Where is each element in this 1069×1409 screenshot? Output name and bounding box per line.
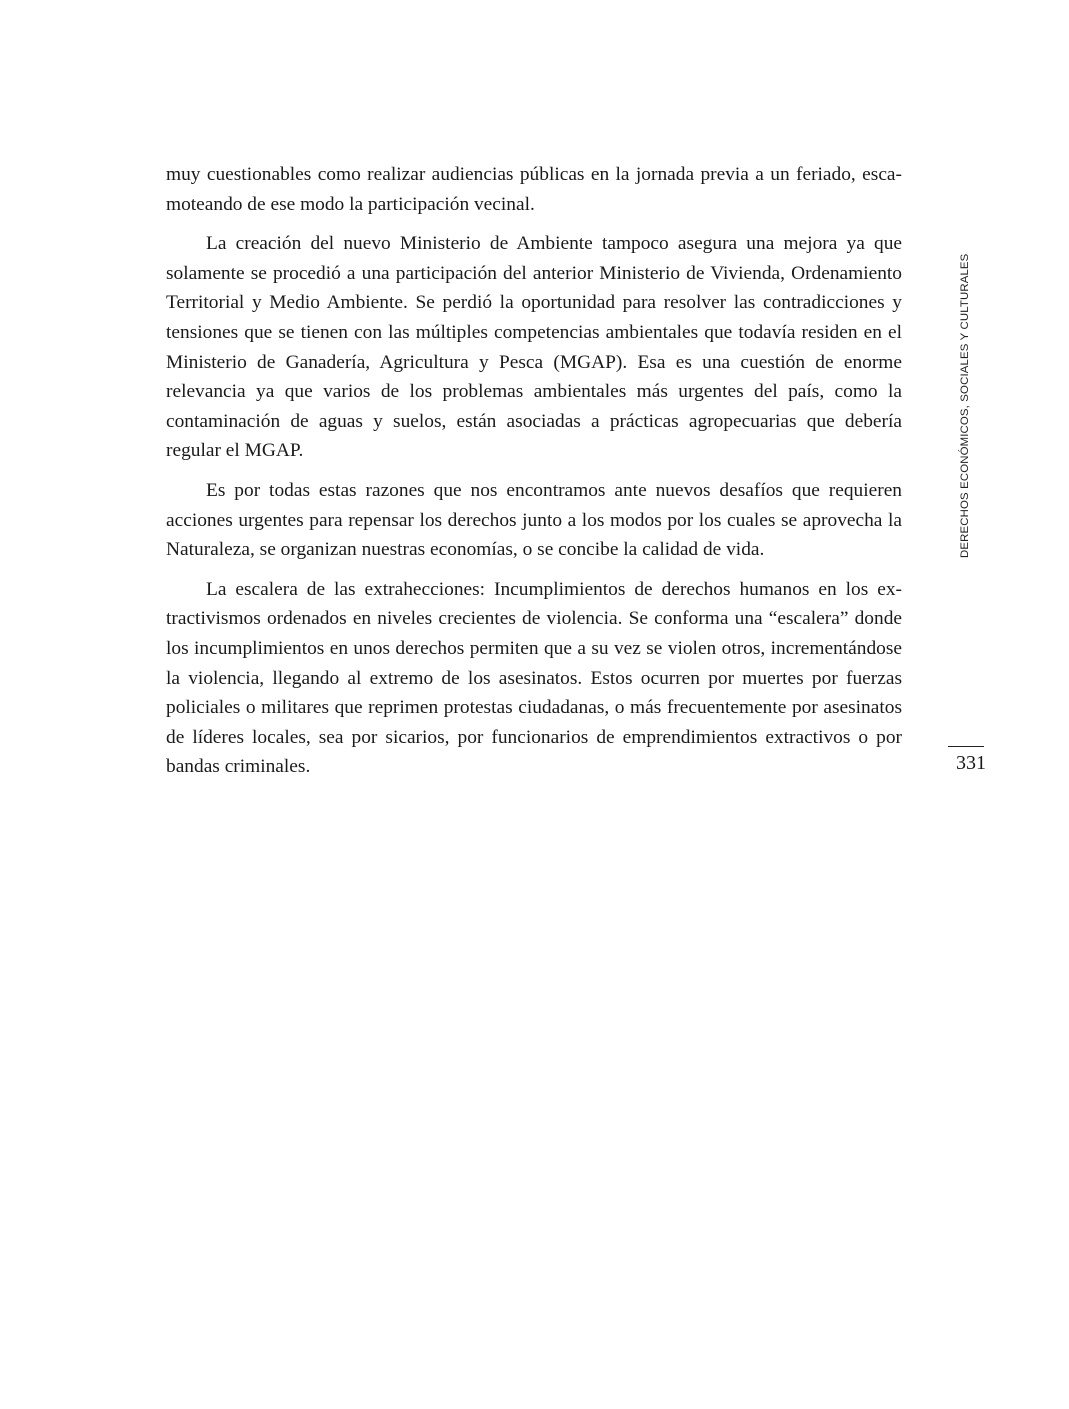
page-number: 331 bbox=[956, 752, 986, 774]
body-text bbox=[166, 160, 902, 792]
page-number-rule bbox=[948, 746, 984, 747]
running-head: DERECHOS ECONÓMICOS, SOCIALES Y CULTURALES bbox=[959, 253, 971, 559]
paragraph-ministerio-ambiente: La creación del nuevo Ministerio de Ambiente tampoco asegura una mejora ya que solamente se procedió a una participación del anterior Ministerio de Vivienda, Ordenamiento Territorial y Medio Ambiente. Se perdió la oportunidad para resolver las contradicciones y tensiones que se tienen con las múltiples competencias ambientales que todavía residen en el Ministerio de Ganadería, Agricultura y Pesca (MGAP). Esa es una cuestión de enorme relevancia ya que varios de los problemas ambientales más urgentes del país, como la contaminación de aguas y suelos, están asociadas a prácticas agropecuarias que debería regular el MGAP. bbox=[166, 233, 902, 462]
paragraph-desafios: Es por todas estas razones que nos encontramos ante nuevos desafíos que requieren acciones urgentes para repensar los derechos junto a los modos por los cuales se aprovecha la Naturaleza, se organizan nuestras economías, o se concibe la calidad de vida. bbox=[166, 479, 902, 561]
paragraph-escalera: La escalera de las extrahecciones: Incumplimientos de derechos humanos en los extractivismos ordenados en niveles crecientes de violencia. Se conforma una “escalera” donde los incumplimientos en unos derechos permiten que a su vez se violen otros, incrementándose la violencia, llegando al extremo de los asesinatos. Estos ocurren por muertes por fuerzas policiales o militares que reprimen protestas ciudadanas, o más frecuentemente por asesinatos de líderes locales, sea por sicarios, por funcionarios de emprendimientos extractivos o por bandas criminales. bbox=[166, 578, 902, 778]
paragraph-continued: muy cuestionables como realizar audiencias públicas en la jornada previa a un feriado, escamoteando de ese modo la participación vecinal. bbox=[166, 164, 902, 215]
